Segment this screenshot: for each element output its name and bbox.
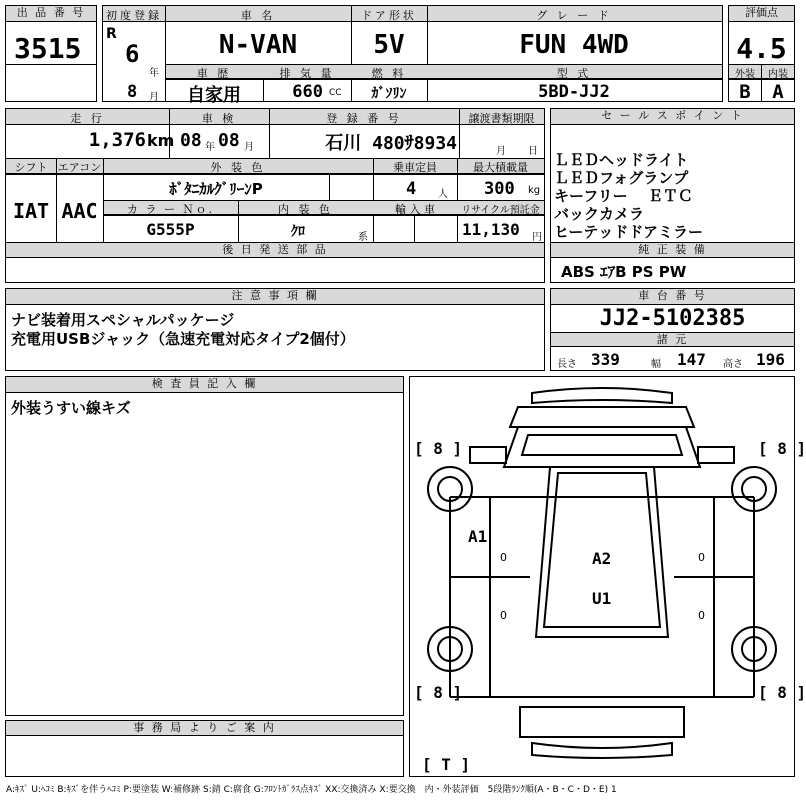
car-name-label: 車 名	[240, 9, 276, 22]
notes-label: 注 意 事 項 欄	[6, 289, 544, 305]
score-label: 評価点	[729, 6, 794, 22]
lot-number: 3515	[14, 32, 82, 65]
import-label: 輸 入 車	[395, 203, 435, 216]
damage-mark-a2: A2	[592, 549, 612, 568]
capacity: 4	[406, 179, 417, 199]
inspection-month-unit: 月	[244, 142, 254, 153]
reg-number-label: 登 録 番 号	[326, 112, 402, 125]
shift-label: シフト	[14, 161, 48, 174]
capacity-unit: 人	[438, 189, 448, 200]
interior-color-label: 内 装 色	[278, 203, 333, 216]
fuel-label: 燃 料	[371, 67, 407, 80]
chassis-label: 車 台 番 号	[551, 289, 794, 305]
interior-color: ｸﾛ	[291, 224, 305, 240]
zero-mark: 0	[500, 551, 507, 564]
fuel: ｶﾞｿﾘﾝ	[371, 86, 407, 102]
sales-point: ヒーテッドドアミラー	[554, 223, 703, 241]
door-label: ドア形状	[361, 9, 417, 22]
transfer-month-unit: 月	[496, 146, 506, 157]
inspector-label: 検 査 員 記 入 欄	[6, 377, 403, 393]
inspector-comment: 外装うすい線キズ	[11, 399, 131, 417]
lot-label: 出 品 番 号	[6, 6, 96, 22]
recycle-fee: 11,130	[462, 220, 520, 239]
legend: A:ｷｽﾞ U:ﾍｺﾐ B:ｷｽﾞを伴うﾍｺﾐ P:要塗装 W:補修跡 S:錆 C:腐食 G:ﾌﾛﾝﾄｶﾞﾗｽ点ｷｽﾞ XX:交換済み X:要交換 内・外装評価 5段階ﾗﾝｸ順(A・B・C・D・E) 1	[6, 785, 617, 795]
exterior-grade: B	[739, 81, 751, 103]
zero-mark: 0	[500, 609, 507, 622]
month-unit: 月	[149, 92, 159, 103]
zero-mark: 0	[698, 551, 705, 564]
tire-front-right: [ 8 ]	[758, 439, 806, 458]
first-reg-label: 初度登録	[106, 9, 162, 22]
color-no-label: カ ラ ー Ｎｏ.	[127, 203, 214, 216]
load: 300	[484, 179, 515, 199]
height-label: 高さ	[723, 359, 743, 370]
grade: FUN 4WD	[519, 30, 629, 60]
model-code: 5BD-JJ2	[538, 82, 610, 102]
office-label: 事 務 局 よ り ご 案 内	[6, 721, 403, 736]
sales-point: ＬＥＤフォグランプ	[554, 169, 689, 187]
length-label: 長さ	[557, 359, 577, 370]
mileage: 1,376	[88, 129, 146, 151]
reg-year: 6	[125, 40, 140, 68]
transfer-day-unit: 日	[528, 146, 538, 157]
displacement: 660	[292, 82, 323, 102]
dims-label: 諸 元	[551, 333, 794, 347]
mileage-label: 走 行	[70, 112, 105, 125]
car-outline	[410, 377, 794, 776]
reg-month: 8	[127, 82, 138, 102]
length: 339	[591, 350, 620, 369]
shift: IAT	[12, 199, 50, 223]
lot-box	[5, 5, 97, 102]
inspection-year: 08	[180, 130, 202, 151]
capacity-label: 乗車定員	[393, 161, 437, 174]
reg-number: 石川 480ｻ8934	[325, 133, 457, 154]
era: R	[106, 26, 117, 42]
inspector-box	[5, 376, 404, 716]
sales-label: セ ー ル ス ポ イ ン ト	[551, 109, 794, 125]
interior-color-unit: 系	[358, 232, 368, 243]
mileage-unit: km	[147, 131, 175, 150]
width: 147	[677, 350, 706, 369]
interior-grade: A	[772, 81, 784, 103]
chassis-box	[550, 288, 795, 371]
sales-points-box	[550, 108, 795, 283]
tire-rear-right: [ 8 ]	[758, 683, 806, 702]
load-unit: kg	[528, 185, 541, 196]
ac-label: エアコン	[57, 161, 102, 174]
score-box	[728, 5, 795, 102]
office-box	[5, 720, 404, 777]
body-color: ﾎﾞﾀﾆｶﾙｸﾞﾘｰﾝP	[169, 180, 263, 198]
spare-tire: [ T ]	[422, 755, 471, 774]
displacement-label: 排 気 量	[279, 67, 335, 80]
genuine-label: 純 正 装 備	[551, 243, 794, 258]
recycle-label: リサイクル預託金	[461, 205, 540, 216]
displacement-unit: CC	[329, 88, 342, 98]
year-unit: 年	[149, 68, 159, 79]
vehicle-info-box	[102, 5, 723, 106]
sales-point: キーフリー ＥＴＣ	[554, 187, 693, 205]
notes-box	[5, 288, 545, 371]
specs-box	[5, 108, 545, 283]
recycle-unit: 円	[532, 232, 542, 243]
sales-point: バックカメラ	[554, 205, 645, 223]
inspection-label: 車 検	[201, 112, 237, 125]
grade-label: グ レ ー ド	[536, 9, 612, 22]
damage-diagram	[409, 376, 806, 777]
load-label: 最大積載量	[473, 161, 528, 174]
exterior-label: 外装	[735, 69, 755, 80]
interior-label: 内装	[768, 69, 788, 80]
history-label: 車 歴	[196, 67, 232, 80]
later-parts-label: 後 日 発 送 部 品	[6, 243, 544, 258]
color-label: 外 装 色	[210, 161, 266, 174]
model-label: 型 式	[556, 67, 592, 80]
chassis-number: JJ2-5102385	[599, 306, 746, 331]
damage-mark-u1: U1	[592, 589, 612, 608]
damage-mark-a1: A1	[468, 527, 488, 546]
width-label: 幅	[651, 359, 661, 370]
height: 196	[756, 350, 785, 369]
history: 自家用	[187, 85, 241, 106]
tire-rear-left: [ 8 ]	[414, 683, 463, 702]
inspection-month: 08	[218, 130, 240, 151]
car-name: N-VAN	[218, 30, 298, 60]
tire-front-left: [ 8 ]	[414, 439, 463, 458]
note-line: 充電用USBジャック（急速充電対応タイプ2個付）	[11, 330, 355, 348]
transfer-label: 譲渡書類期限	[468, 112, 535, 125]
score: 4.5	[736, 32, 787, 65]
inspection-year-unit: 年	[205, 142, 215, 153]
sales-point: ＬＥＤヘッドライト	[554, 151, 689, 169]
color-no: G555P	[146, 220, 195, 239]
door-type: 5V	[373, 30, 405, 60]
genuine-equipment: ABS ｴｱB PS PW	[561, 263, 687, 281]
ac: AAC	[61, 199, 98, 223]
zero-mark: 0	[698, 609, 705, 622]
note-line: ナビ装着用スペシャルパッケージ	[11, 311, 235, 329]
